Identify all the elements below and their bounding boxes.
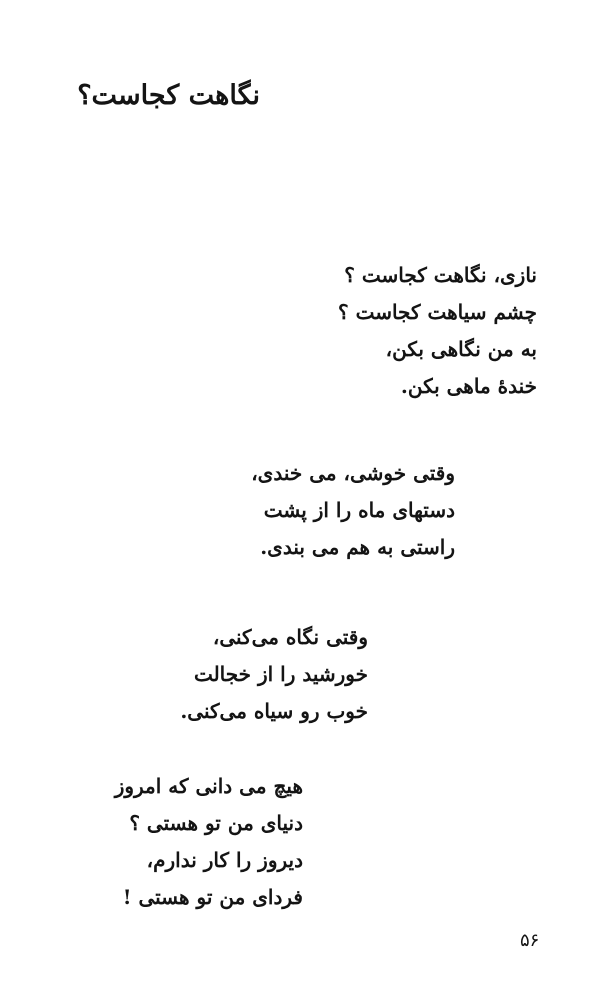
stanza-4 [115, 768, 303, 916]
page-number: ۵۶ [520, 930, 540, 951]
poem-line: راستی به هم می بندی. [260, 535, 455, 559]
poem-line: نازی، نگاهت کجاست ؟ [344, 263, 537, 287]
poem-line: خورشید را از خجالت [193, 662, 368, 686]
poem-title: نگاهت کجاست؟ [77, 80, 260, 111]
poem-line: خندهٔ ماهی بکن. [400, 374, 537, 398]
poem-line: وقتی نگاه می‌کنی، [212, 625, 368, 649]
poem-line: خوب رو سیاه می‌کنی. [180, 699, 368, 723]
stanza-1 [338, 257, 537, 405]
stanza-3 [180, 619, 368, 730]
poem-line: دنیای من تو هستی ؟ [129, 811, 303, 835]
poem-line: فردای من تو هستی ! [122, 885, 303, 909]
poem-line: هیچ می دانی که امروز [114, 774, 303, 798]
poem-line: وقتی خوشی، می خندی، [251, 461, 455, 485]
poem-line: دیروز را کار ندارم، [146, 848, 303, 872]
poem-line: دستهای ماه را از پشت [263, 498, 455, 522]
poem-line: چشم سیاهت کجاست ؟ [337, 300, 537, 324]
stanza-2 [251, 455, 455, 566]
poem-line: به من نگاهی بکن، [385, 337, 537, 361]
